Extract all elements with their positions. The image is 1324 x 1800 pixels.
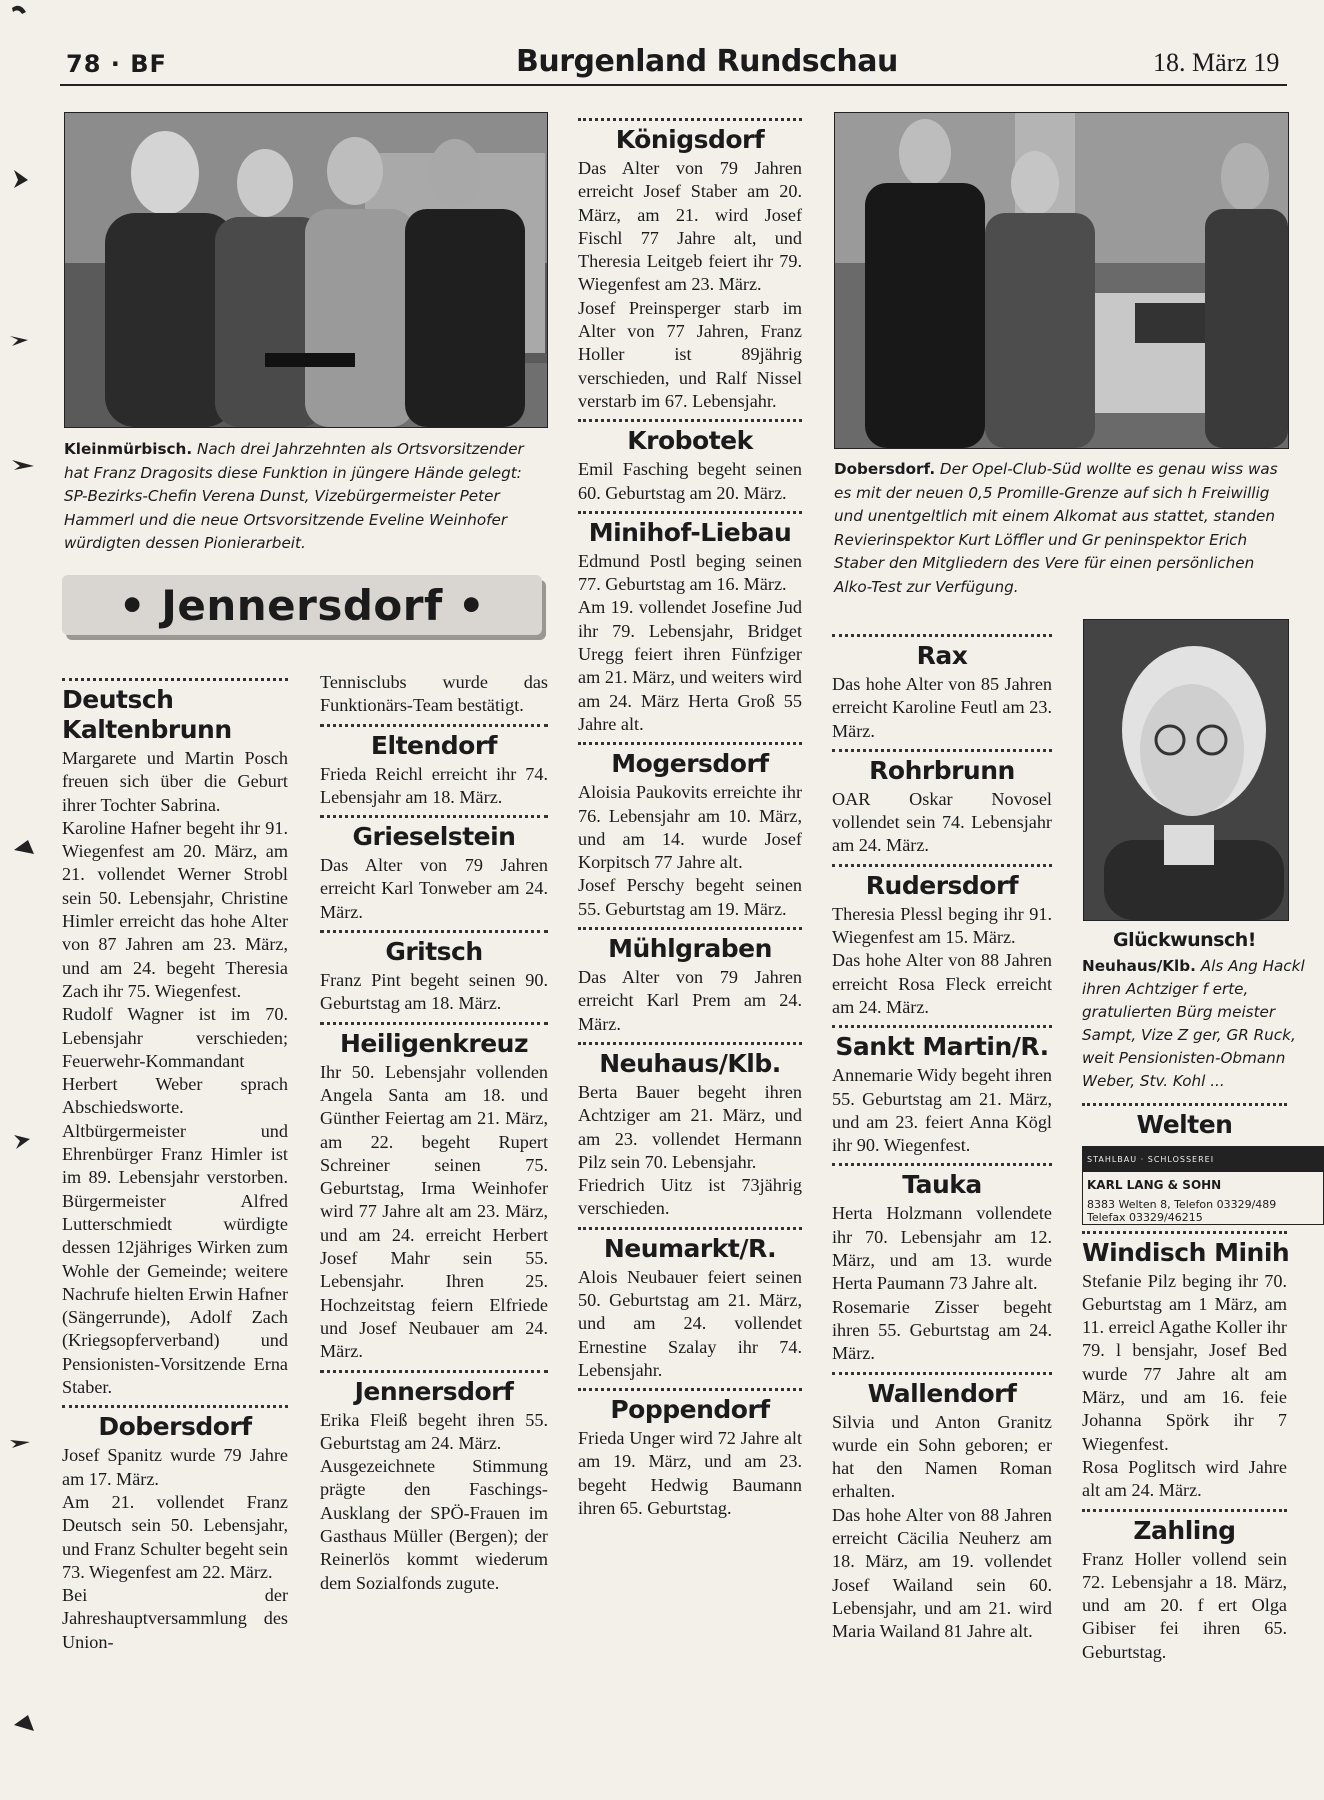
section-heading: Mühlgraben: [608, 934, 772, 964]
dotted-separator: [578, 742, 802, 745]
margin-marks: [0, 0, 50, 1800]
advertisement-karl-lang: [1082, 1146, 1324, 1225]
section-heading: Neumarkt/R.: [603, 1233, 777, 1263]
section-heading: Rudersdorf: [865, 870, 1019, 900]
column-5: [1082, 925, 1305, 1745]
dotted-separator: [832, 1025, 1052, 1028]
article-paragraph: Emil Fasching begeht seinen 60. Geburtstag am 20. März.: [578, 459, 802, 503]
article-paragraph: Edmund Postl beging seinen 77. Geburtstag am 16. März.: [578, 550, 802, 595]
dotted-separator: [832, 1372, 1052, 1375]
portrait-caption-title: Glückwunsch!: [1113, 929, 1256, 951]
article-paragraph: OAR Oskar Novosel vollendet sein 74. Lebensjahr am 24. März.: [832, 788, 1052, 856]
ad-company-name: KARL LANG & SOHN: [1087, 1178, 1222, 1193]
article-paragraph: Margarete und Martin Posch freuen sich über die Geburt ihrer Tochter Sabrina.: [62, 748, 288, 815]
article-paragraph: Franz Holler vollend sein 72. Lebensjahr a 18. März, und am 20. f ert Olga Gibiser fei ihren 65. Geburtstag.: [1082, 1548, 1287, 1662]
page-number: 78 · BF: [66, 50, 167, 78]
dobersdorf-caption: [834, 458, 1287, 598]
kleinmuerbisch-photo: [64, 112, 548, 428]
dotted-separator: [320, 930, 548, 933]
dotted-separator: [320, 815, 548, 818]
article-paragraph: Altbürgermeister und Ehrenbürger Franz Himler ist im 89. Lebensjahr verstorben. Bürgermeister Alfred Lutterschmiedt würdigte dessen 12jähriges Wirken zum Wohle der Gemeinde; weitere Nachrufe hielten Erwin Hafner (Sängerrunde), Adolf Zach (Kriegsopferverband) und Pensionisten-Vorsitzende Erna Staber.: [62, 1120, 288, 1398]
section-heading: Windisch Minih: [1082, 1237, 1290, 1267]
article-paragraph: Frieda Reichl erreicht ihr 74. Lebensjahr am 18. März.: [320, 763, 548, 807]
neuhaus-portrait-photo: [1083, 619, 1289, 921]
section-heading: Gritsch: [385, 937, 483, 967]
dotted-separator: [578, 1227, 802, 1230]
article-paragraph: Josef Perschy begeht seinen 55. Geburtstag am 19. März.: [578, 875, 802, 919]
dotted-separator: [578, 511, 802, 514]
section-heading: Eltendorf: [370, 730, 498, 760]
dotted-separator: [578, 1388, 802, 1391]
section-heading: Sankt Martin/R.: [835, 1032, 1049, 1062]
kleinmuerbisch-caption: [64, 438, 548, 556]
section-banner-title: • Jennersdorf •: [118, 581, 486, 630]
article-paragraph: Rosemarie Zisser begeht ihren 55. Geburtstag am 24. März.: [832, 1296, 1052, 1364]
section-heading: Zahling: [1133, 1515, 1236, 1545]
article-paragraph: Josef Preinsperger starb im Alter von 77 Jahren, Franz Holler ist 89jährig verschieden, und Ralf Nissel verstarb im 67. Lebensjahr.: [578, 297, 802, 411]
article-paragraph: Friedrich Uitz ist 73jährig verschieden.: [578, 1175, 802, 1219]
ad-tagline: STAHLBAU · SCHLOSSEREI: [1083, 1147, 1323, 1172]
article-paragraph: Berta Bauer begeht ihren Achtziger am 21. März, und am 23. vollendet Hermann Pilz sein 70. Lebensjahr.: [578, 1081, 802, 1172]
article-paragraph: Tennisclubs wurde das Funktionärs-Team bestätigt.: [320, 672, 548, 716]
issue-date: 18. März 19: [1153, 48, 1280, 77]
section-heading: Minihof-Liebau: [588, 517, 792, 547]
article-paragraph: Franz Pint begeht seinen 90. Geburtstag am 18. März.: [320, 970, 548, 1014]
caption-text: Nach drei Jahrzehnten als Ortsvorsitzender hat Franz Dragosits diese Funktion in jüngere Hände gelegt: SP-Bezirks-Chefin Verena Dunst, Vizebürgermeister Peter Hammerl und die neue Ortsvorsitzende Eveline Weinhofer würdigten dessen Pionierarbeit.: [64, 440, 524, 552]
article-paragraph: Stefanie Pilz beging ihr 70. Geburtstag am 1 März, am 11. erreicl Agathe Koller ihr 79. l bensjahr, Josef Bed wurde 77 Jahre alt am März, und am 16. feie Johanna Spörk ihr 7 Wiegenfest.: [1082, 1270, 1287, 1454]
article-paragraph: Herta Holzmann vollendete ihr 70. Lebensjahr am 12. März, und am 13. wurde Herta Paumann 73 Jahre alt.: [832, 1203, 1052, 1294]
section-heading: Welten: [1136, 1110, 1233, 1139]
section-heading: Tauka: [902, 1170, 982, 1200]
article-paragraph: Silvia und Anton Granitz wurde ein Sohn geboren; er hat den Namen Roman erhalten.: [832, 1411, 1052, 1502]
article-paragraph: Das Alter von 79 Jahren erreicht Josef Staber am 20. März, am 21. wird Josef Fischl 77 Jahre alt, und Theresia Leitgeb feiert ihr 79. Wiegenfest am 23. März.: [578, 158, 802, 295]
article-paragraph: Rudolf Wagner ist im 70. Lebensjahr verschieden; Feuerwehr-Kommandant Herbert Weber sprach Abschiedsworte.: [62, 1004, 288, 1118]
section-heading: Deutsch Kaltenbrunn: [62, 685, 232, 744]
section-heading: Mogersdorf: [611, 749, 769, 779]
article-paragraph: Annemarie Widy begeht ihren 55. Geburtstag am 21. März, und am 23. feiert Anna Kögl ihr 90. Wiegenfest.: [832, 1065, 1052, 1156]
article-paragraph: Ihr 50. Lebensjahr vollenden Angela Santa am 18. und Günther Feiertag am 21. März, am 22. begeht Rupert Schreiner seinen 75. Geburtstag, Irma Weinhofer wird 77 Jahre alt am 23. März, und am 24. erreicht Herbert Josef Mahr sein 55. Lebensjahr. Ihren 25. Hochzeitstag feiern Elfriede und Josef Neubauer am 24. März.: [320, 1061, 548, 1362]
dotted-separator: [578, 927, 802, 930]
section-heading: Grieselstein: [352, 822, 516, 852]
section-heading: Jennersdorf: [354, 1376, 514, 1406]
caption-place: Neuhaus/Klb.: [1082, 957, 1196, 975]
caption-place: Kleinmürbisch.: [64, 440, 193, 458]
article-paragraph: Karoline Hafner begeht ihr 91. Wiegenfest am 20. März, am 21. vollendet Werner Strobl sein 50. Lebensjahr, Christine Himler erreicht das hohe Alter von 87 Jahren am 23. März, und am 24. begeht Theresia Zach ihr 75. Wiegenfest.: [62, 817, 288, 1001]
neuhaus-caption: [1082, 955, 1322, 1093]
article-paragraph: Aloisia Paukovits erreichte ihr 76. Lebensjahr am 10. März, und am 14. wurde Josef Korpitsch 77 Jahre alt.: [578, 782, 802, 873]
dotted-separator: [578, 118, 802, 121]
column-2: [320, 671, 548, 1595]
dobersdorf-photo: [834, 112, 1289, 449]
article-paragraph: Am 19. vollendet Josefine Jud ihr 79. Lebensjahr, Bridget Uregg feiert ihren Fünfziger am 21. März, und weiters wird am 24. März Herta Groß 55 Jahre alt.: [578, 597, 802, 734]
dotted-separator: [1082, 1509, 1287, 1512]
dotted-separator: [62, 678, 288, 681]
dotted-separator: [578, 1042, 802, 1045]
caption-text: Der Opel-Club-Süd wollte es genau wiss was es mit der neuen 0,5 Promille-Grenze auf sich h Freiwillig und unentgeltlich mit einem Alkomat aus stattet, standen Revierinspektor Kurt Löffler und Gr peninspektor Erich Staber den Mitgliedern des Vere für einen persönlichen Alko-Test zur Verfügung.: [834, 460, 1278, 596]
ad-address-line: 8383 Welten 8, Telefon 03329/489: [1087, 1197, 1277, 1211]
article-paragraph: Bei der Jahreshauptversammlung des Union-: [62, 1585, 288, 1652]
dotted-separator: [832, 864, 1052, 867]
article-paragraph: Alois Neubauer feiert seinen 50. Geburtstag am 21. März, und am 24. vollendet Ernestine Szalay ihr 74. Lebensjahr.: [578, 1266, 802, 1380]
article-paragraph: Am 21. vollendet Franz Deutsch sein 50. Lebensjahr, und Franz Schulter begeht sein 73. Wiegenfest am 22. März.: [62, 1491, 288, 1582]
section-heading: Neuhaus/Klb.: [599, 1048, 781, 1078]
dotted-separator: [320, 1022, 548, 1025]
dotted-separator: [832, 749, 1052, 752]
article-paragraph: Josef Spanitz wurde 79 Jahre am 17. März.: [62, 1445, 288, 1489]
article-paragraph: Frieda Unger wird 72 Jahre alt am 19. März, und am 23. begeht Hedwig Baumann ihren 65. Geburtstag.: [578, 1428, 802, 1519]
section-heading: Rax: [916, 641, 968, 670]
column-3: [578, 112, 802, 1520]
page-header: [60, 42, 1287, 86]
dotted-separator: [578, 419, 802, 422]
section-heading: Heiligenkreuz: [340, 1028, 528, 1058]
ad-fax-line: Telefax 03329/46215: [1087, 1210, 1203, 1224]
article-paragraph: Theresia Plessl beging ihr 91. Wiegenfest am 15. März.: [832, 903, 1052, 948]
dotted-separator: [832, 1163, 1052, 1166]
article-paragraph: Ausgezeichnete Stimmung prägte den Faschings-Ausklang der SPÖ-Frauen im Gasthaus Müller (Bergen); der Reinerlös kommt wiederum dem Sozialfonds zugute.: [320, 1456, 548, 1593]
dotted-separator: [62, 1405, 288, 1408]
article-paragraph: Das Alter von 79 Jahren erreicht Karl Tonweber am 24. März.: [320, 855, 548, 922]
article-paragraph: Das hohe Alter von 85 Jahren erreicht Karoline Feutl am 23. März.: [832, 674, 1052, 741]
column-4: [832, 628, 1052, 1644]
article-paragraph: Das hohe Alter von 88 Jahren erreicht Cäcilia Neuherz am 18. März, am 19. vollendet Josef Wailand sein 60. Lebensjahr, und am 21. wird Maria Wailand 81 Jahre alt.: [832, 1504, 1052, 1642]
article-paragraph: Erika Fleiß begeht ihren 55. Geburtstag am 24. März.: [320, 1409, 548, 1453]
dotted-separator: [832, 634, 1052, 637]
caption-text: Als Ang Hackl ihren Achtziger f erte, gratulierten Bürg meister Sampt, Vize Z ger, GR Ruck, weit Pensionisten-Obmann Weber, Stv. Kohl ...: [1082, 957, 1305, 1090]
article-paragraph: Rosa Poglitsch wird Jahre alt am 24. März.: [1082, 1456, 1287, 1501]
article-paragraph: Das Alter von 79 Jahren erreicht Karl Prem am 24. März.: [578, 967, 802, 1034]
section-heading: Krobotek: [627, 426, 753, 456]
section-heading: Wallendorf: [867, 1378, 1017, 1408]
section-banner: [62, 575, 542, 635]
article-paragraph: Das hohe Alter von 88 Jahren erreicht Rosa Fleck erreicht am 24. März.: [832, 950, 1052, 1017]
dotted-separator: [320, 724, 548, 727]
dotted-separator: [1082, 1103, 1287, 1106]
header-rule: [60, 84, 1287, 86]
section-heading: Dobersdorf: [98, 1412, 252, 1442]
column-1: [62, 672, 288, 1654]
caption-place: Dobersdorf.: [834, 460, 936, 478]
section-heading: Poppendorf: [610, 1395, 770, 1425]
newspaper-title: Burgenland Rundschau: [516, 44, 898, 79]
section-heading: Königsdorf: [615, 125, 765, 154]
dotted-separator: [320, 1370, 548, 1373]
section-heading: Rohrbrunn: [869, 755, 1015, 785]
dotted-separator: [1082, 1231, 1287, 1234]
